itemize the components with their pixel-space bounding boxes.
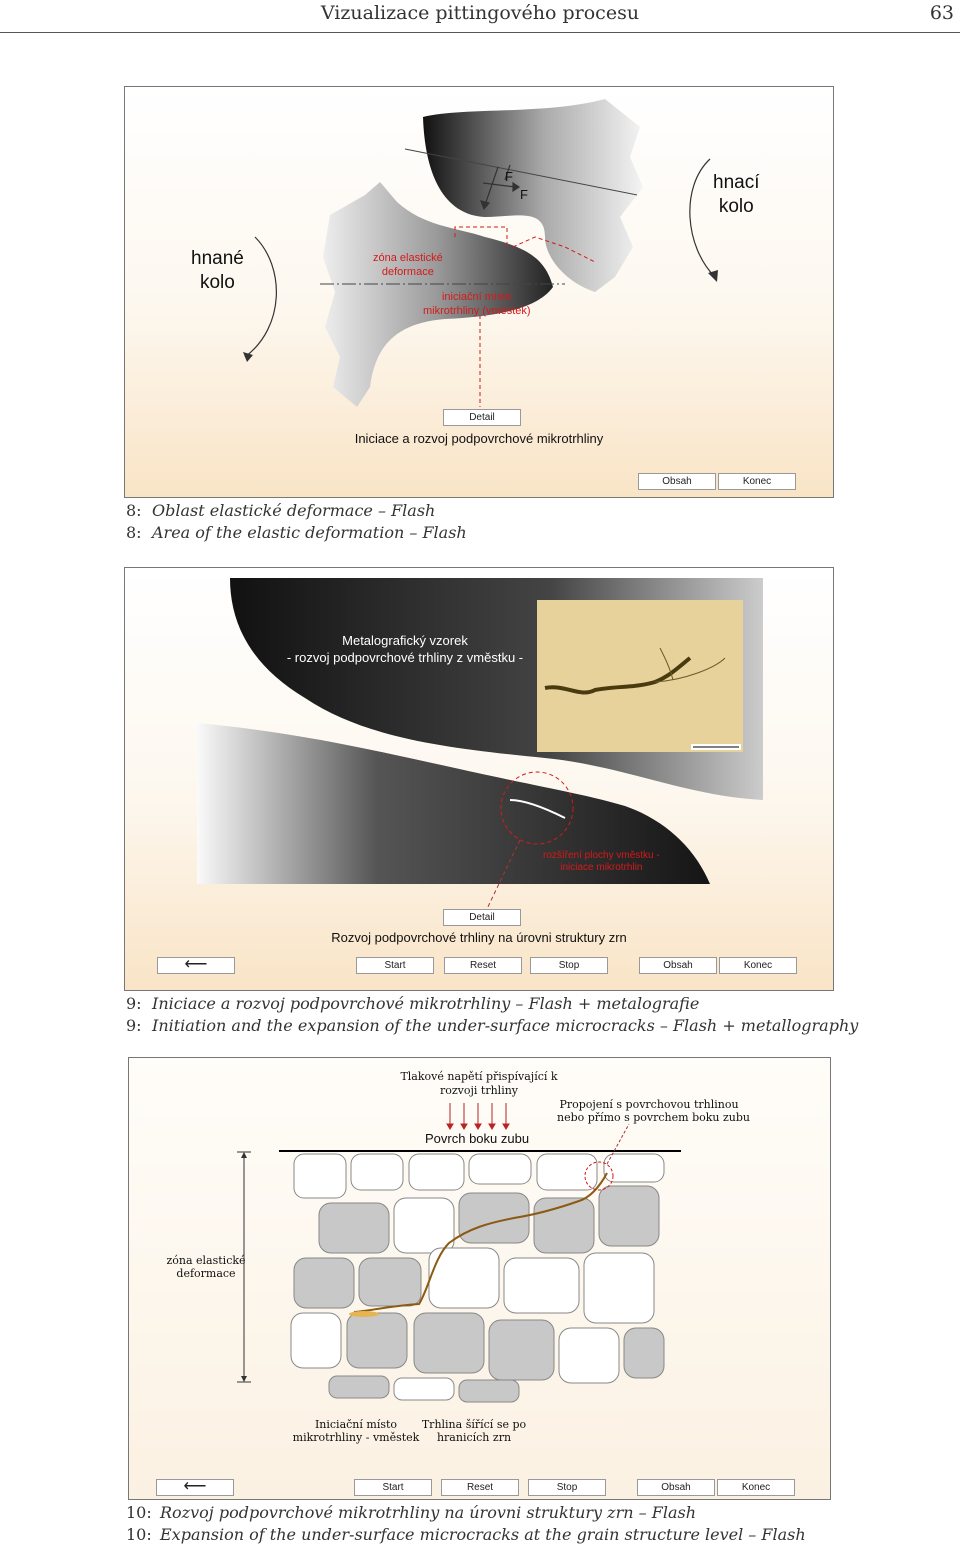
rotation-arrow-icon — [245, 237, 276, 357]
stop-button[interactable]: Stop — [530, 957, 608, 974]
start-button[interactable]: Start — [354, 1479, 432, 1496]
driving-wheel-label: hnací kolo — [713, 172, 760, 217]
caption-czech: Rozvoj podpovrchové mikrotrhliny na úrovni struktury zrn – Flash — [160, 1503, 696, 1522]
pressure-arrows-icon — [447, 1103, 509, 1129]
figure-9-flash-frame — [124, 567, 834, 991]
detail-button[interactable]: Detail — [443, 909, 521, 926]
flash-caption: Iniciace a rozvoj podpovrchové mikrotrhliny — [354, 431, 604, 446]
initiation-point-label: iniciační místo mikrotrhliny (vměstek) — [423, 291, 531, 317]
obsah-button[interactable]: Obsah — [637, 1479, 715, 1496]
caption-english: Expansion of the under-surface microcracks at the grain structure level – Flash — [160, 1525, 806, 1544]
reset-button[interactable]: Reset — [444, 957, 522, 974]
caption-figure-9 — [126, 993, 858, 1037]
konec-button[interactable]: Konec — [719, 957, 797, 974]
figure-8-flash-frame — [124, 86, 834, 498]
start-button[interactable]: Start — [356, 957, 434, 974]
reset-button[interactable]: Reset — [441, 1479, 519, 1496]
caption-number: 9: — [126, 1016, 142, 1035]
pressure-label: Tlakové napětí přispívající k rozvoji trhliny — [400, 1070, 558, 1097]
micrograph-image — [537, 600, 743, 752]
caption-english: Area of the elastic deformation – Flash — [152, 523, 467, 542]
page-header — [0, 0, 960, 33]
elastic-zone-label: zóna elastické deformace — [373, 252, 443, 278]
caption-czech: Iniciace a rozvoj podpovrchové mikrotrhliny – Flash + metalografie — [152, 994, 700, 1013]
caption-number: 8: — [126, 523, 142, 542]
back-arrow-icon[interactable]: ⟵ — [157, 957, 235, 974]
figure-10-flash-frame — [128, 1057, 831, 1500]
driven-wheel-label: hnané kolo — [191, 248, 244, 293]
flash-caption: Rozvoj podpovrchové trhliny na úrovni struktury zrn — [331, 930, 627, 945]
caption-figure-8 — [126, 500, 467, 544]
caption-number: 9: — [126, 994, 142, 1013]
caption-number: 8: — [126, 501, 142, 520]
inclusion-widening-label: rozšíření plochy vměstku - iniciace mikrotrhlin — [543, 850, 660, 873]
initiation-point-label: Iniciační místo mikrotrhliny - vměstek — [292, 1418, 420, 1444]
elastic-zone-label: zóna elastické deformace — [166, 1254, 246, 1280]
caption-number: 10: — [126, 1525, 152, 1544]
caption-english: Initiation and the expansion of the under-surface microcracks – Flash + metallography — [152, 1016, 859, 1035]
scale-bar-icon — [691, 744, 741, 750]
obsah-button[interactable]: Obsah — [638, 473, 716, 490]
konec-button[interactable]: Konec — [718, 473, 796, 490]
metallographic-title: Metalografický vzorek - rozvoj podpovrchové trhliny z vměstku - — [286, 633, 524, 665]
tooth-surface-label: Povrch boku zubu — [425, 1131, 530, 1146]
konec-button[interactable]: Konec — [717, 1479, 795, 1496]
force-label: F — [505, 169, 513, 184]
stop-button[interactable]: Stop — [528, 1479, 606, 1496]
detail-button[interactable]: Detail — [443, 409, 521, 426]
page-number: 63 — [929, 2, 954, 24]
caption-figure-10 — [126, 1502, 806, 1546]
caption-number: 10: — [126, 1503, 152, 1522]
rotation-arrow-icon — [690, 159, 715, 277]
surface-connection-label: Propojení s povrchovou trhlinou nebo přímo s povrchem boku zubu — [557, 1098, 750, 1124]
obsah-button[interactable]: Obsah — [639, 957, 717, 974]
force-label-2: F — [520, 187, 528, 202]
back-arrow-icon[interactable]: ⟵ — [156, 1479, 234, 1496]
caption-czech: Oblast elastické deformace – Flash — [152, 501, 436, 520]
grain-boundary-crack-label: Trhlina šířící se po hranicích zrn — [421, 1418, 527, 1444]
running-title: Vizualizace pittingového procesu — [320, 2, 640, 24]
